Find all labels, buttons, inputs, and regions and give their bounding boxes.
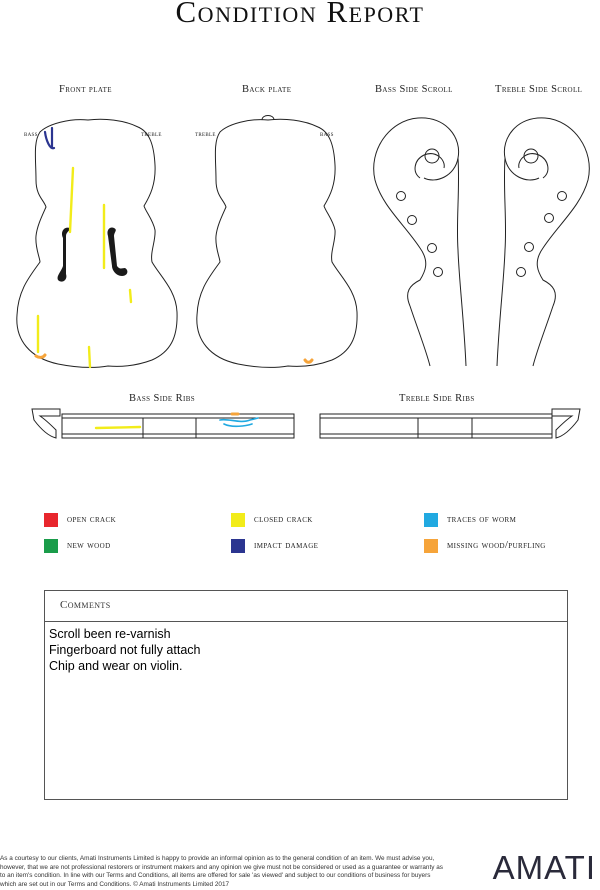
closed-crack-swatch [231, 513, 245, 527]
bass-side-ribs-label: Bass Side Ribs [129, 393, 196, 404]
closed-crack-mark [96, 427, 140, 428]
missing-wood-swatch [424, 539, 438, 553]
front-treble-label: treble [141, 130, 162, 138]
missing-wood-mark [36, 355, 45, 357]
back-treble-label: treble [195, 130, 216, 138]
front-plate-outline [17, 119, 177, 367]
treble-ribs-diagram [320, 409, 580, 438]
comment-line: Scroll been re-varnish [49, 627, 171, 641]
closed-crack-mark [130, 290, 131, 302]
closed-crack-mark [89, 347, 90, 367]
comments-text[interactable] [45, 622, 567, 674]
front-plate-label: Front plate [59, 84, 112, 95]
bass-scroll-pegholes [397, 192, 443, 277]
comment-line: Fingerboard not fully attach [49, 643, 201, 657]
bass-ribs-diagram [32, 409, 294, 438]
open-crack-swatch [44, 513, 58, 527]
bass-side-scroll-label: Bass Side Scroll [375, 84, 453, 95]
front-bass-label: bass [24, 130, 38, 138]
impact-damage-swatch [231, 539, 245, 553]
legend-label: new wood [67, 540, 111, 551]
legend-label: impact damage [254, 540, 319, 551]
treble-scroll-pegholes [517, 192, 567, 277]
legend-label: traces of worm [447, 514, 517, 525]
back-bass-label: bass [320, 130, 334, 138]
treble-side-scroll-label: Treble Side Scroll [495, 84, 583, 95]
treble-side-ribs-label: Treble Side Ribs [399, 393, 475, 404]
traces-of-worm-swatch [424, 513, 438, 527]
impact-damage-mark [45, 128, 54, 148]
brand-logo: AMATI [492, 849, 596, 886]
comment-line: Chip and wear on violin. [49, 659, 183, 673]
comments-box [44, 590, 568, 800]
f-hole-right [107, 227, 127, 276]
worm-trace-mark [220, 418, 258, 426]
treble-scroll-diagram [497, 118, 589, 366]
new-wood-swatch [44, 539, 58, 553]
missing-wood-mark [305, 360, 312, 362]
page-title: Condition Report [175, 0, 425, 29]
bass-scroll-diagram [374, 118, 466, 366]
f-hole-left [58, 228, 71, 282]
legend-label: open crack [67, 514, 117, 525]
back-plate-outline [197, 119, 357, 367]
legend-label: missing wood/purfling [447, 540, 546, 551]
closed-crack-mark [70, 168, 73, 232]
footer-disclaimer: As a courtesy to our clients, Amati Instruments Limited is happy to provide an informal opinion as to the general condition of an item. We must advise you, however, that we are not professional restorers or instrument makers and any opinion we give must not be considered or used as a guarantee or warranty as to an item's condition. In line with our Terms and Conditions, all items are offered for sale 'as viewed' and subject to our conditions of business for buyers which are set out in our Terms and Conditions. © Amati Instruments Limited 2017 [0, 855, 443, 888]
legend-label: closed crack [254, 514, 313, 525]
back-plate-label: Back plate [242, 84, 292, 95]
comments-heading: Comments [45, 591, 567, 622]
